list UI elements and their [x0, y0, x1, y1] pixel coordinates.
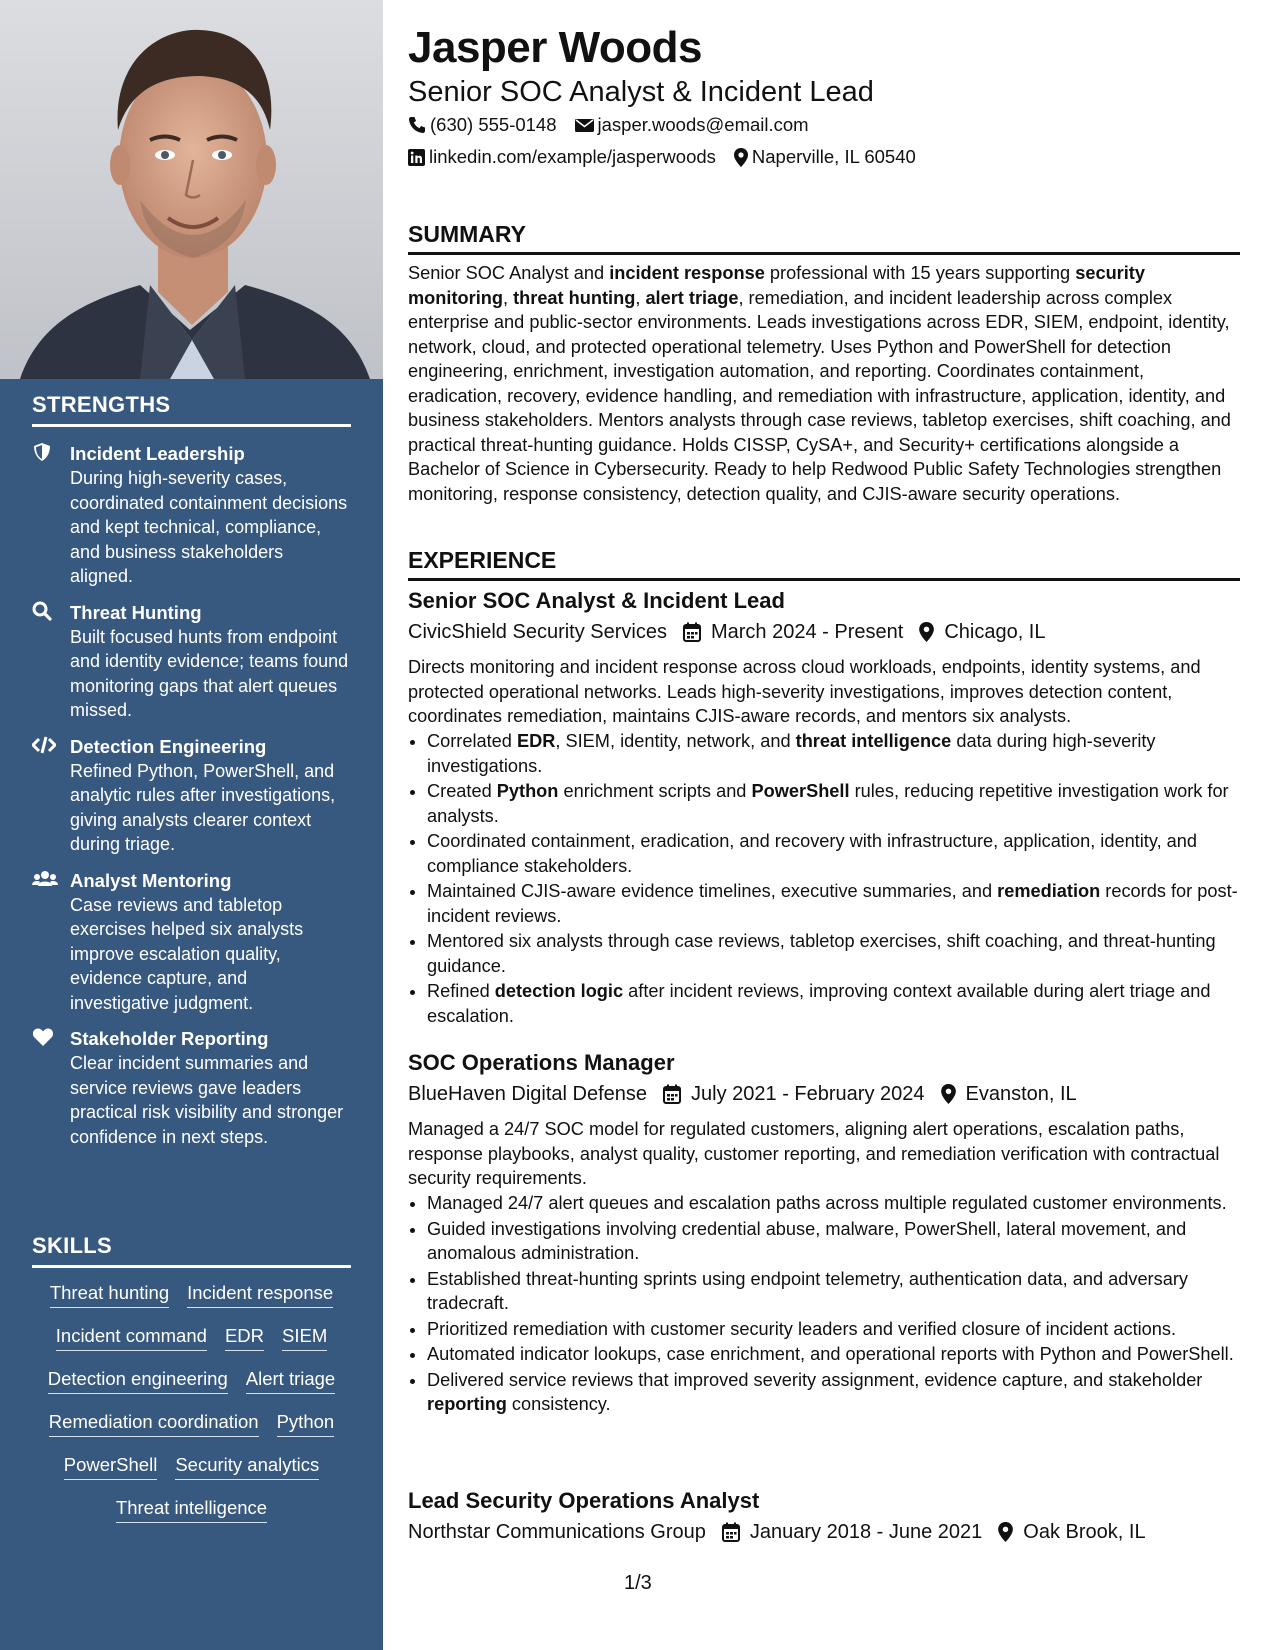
profile-photo [0, 0, 383, 379]
strength-item [32, 734, 351, 857]
bold-keyword: EDR [516, 731, 556, 751]
portrait-image [0, 0, 383, 379]
bullet-item [427, 1267, 1259, 1316]
experience-heading: EXPERIENCE [408, 546, 1240, 581]
contact-row-2 [408, 145, 934, 169]
skill-tag: PowerShell [64, 1452, 158, 1480]
bullet-item [427, 1342, 1259, 1367]
bold-keyword: alert triage [645, 287, 739, 308]
text-run: Created [427, 781, 497, 801]
map-pin-icon [919, 622, 934, 642]
bullet-item [427, 1368, 1259, 1417]
skill-tag: SIEM [282, 1323, 327, 1351]
email-text[interactable]: jasper.woods@email.com [597, 114, 809, 135]
company [408, 619, 667, 645]
bold-keyword: Python [496, 781, 559, 801]
bold-keyword: incident response [609, 263, 765, 283]
phone-contact [408, 113, 557, 137]
map-pin-icon [734, 148, 748, 167]
text-run: enrichment scripts and [558, 781, 752, 801]
map-pin-icon [941, 1084, 956, 1104]
strengths-heading: STRENGTHS [32, 392, 351, 427]
location-text: Oak Brook, IL [1023, 1521, 1146, 1543]
skill-tag: Detection engineering [48, 1366, 228, 1394]
job-location [998, 1519, 1145, 1545]
bullet-item [427, 1217, 1259, 1266]
job-dates [722, 1519, 982, 1545]
dates-text: July 2021 - February 2024 [691, 1083, 925, 1105]
text-run: Coordinated containment, eradication, and recovery with infrastructure, application, identity, and compliance stakeholders. [427, 831, 1198, 876]
contact-row-1 [408, 113, 827, 137]
text-run: Refined [427, 981, 495, 1001]
text-run: after incident reviews, improving context available during alert triage and escalation. [427, 981, 1211, 1026]
skills-heading: SKILLS [32, 1233, 351, 1268]
skill-tag: EDR [225, 1323, 264, 1351]
strength-text: Case reviews and tabletop exercises helped six analysts improve escalation quality, evidence capture, and investigative judgment. [70, 894, 304, 1013]
summary-heading: SUMMARY [408, 220, 1240, 255]
job-title: Lead Security Operations Analyst [408, 1488, 760, 1513]
search-icon [32, 600, 70, 723]
bullet-item [427, 829, 1259, 878]
bullet-item [427, 929, 1259, 978]
bold-keyword: reporting [427, 1394, 507, 1414]
job-description: Managed a 24/7 SOC model for regulated customers, aligning alert operations, escalation paths, response playbooks, analyst quality, customer reporting, and remediation verification with contractual security requirements. [408, 1119, 1220, 1188]
linkedin-text[interactable]: linkedin.com/example/jasperwoods [429, 146, 716, 167]
page-number: 1/3 [624, 1572, 652, 1594]
company-name: BlueHaven Digital Defense [408, 1083, 648, 1105]
location-text: Naperville, IL 60540 [751, 146, 916, 167]
strength-text: Clear incident summaries and service reviews gave leaders practical risk visibility and stronger confidence in next steps. [70, 1053, 344, 1147]
phone-icon [408, 116, 426, 134]
job-location [919, 619, 1045, 645]
skill-tag: Python [277, 1409, 335, 1437]
company-name: Northstar Communications Group [408, 1521, 706, 1543]
job-title: Senior SOC Analyst & Incident Lead [408, 588, 785, 613]
text-run: Prioritized remediation with customer security leaders and verified closure of incident actions. [427, 1318, 1177, 1339]
text-run: Established threat-hunting sprints using endpoint telemetry, authentication data, and adversary tradecraft. [427, 1268, 1188, 1313]
job-dates [683, 619, 903, 645]
skills-section [32, 1233, 351, 1523]
text-run: consistency. [506, 1394, 611, 1414]
strength-title: Incident Leadership [70, 443, 245, 464]
skill-tag: Remediation coordination [49, 1409, 259, 1437]
candidate-title: Senior SOC Analyst & Incident Lead [408, 76, 874, 108]
calendar-icon [722, 1522, 740, 1542]
text-run: , remediation, and incident leadership across complex enterprise and public-sector environments. Leads investigations across EDR, SIEM, endpoint, identity, network, cloud, and protected operational telemetry. Uses Python and PowerShell for detection engineering, enrichment, investigation automation, and reporting. Coordinates containment, eradication, recovery, evidence handling, and remediation with infrastructure, application, identity, and business stakeholders. Mentors analysts through case reviews, tabletop exercises, shift coaching, and practical threat-hunting guidance. Holds CISSP, CySA+, and Security+ certifications alongside a Bachelor of Science in Cybersecurity. Ready to help Redwood Public Safety Technologies strengthen monitoring, response consistency, detection quality, and CJIS-aware security operations. [408, 287, 1231, 504]
job-location [941, 1081, 1077, 1107]
bold-keyword: remediation [997, 881, 1101, 901]
text-run: Delivered service reviews that improved severity assignment, evidence capture, and stakeholder [427, 1369, 1203, 1390]
bold-keyword: PowerShell [751, 781, 850, 801]
bold-keyword: security monitoring [408, 263, 1145, 308]
bold-keyword: threat intelligence [795, 731, 952, 751]
linkedin-icon [408, 149, 425, 166]
text-run: , SIEM, identity, network, and [555, 731, 796, 751]
text-run: Guided investigations involving credential abuse, malware, PowerShell, lateral movement, and anomalous administration. [427, 1218, 1187, 1263]
text-run: Maintained CJIS-aware evidence timelines, executive summaries, and [427, 881, 998, 901]
text-run: , [502, 287, 514, 308]
skill-tag: Threat hunting [50, 1280, 169, 1308]
job-description: Directs monitoring and incident response across cloud workloads, endpoints, identity systems, and protected operational networks. Leads high-severity investigations, improves detection content, coordinates remediation, maintains CJIS-aware records, and mentors six analysts. [408, 657, 1201, 726]
summary-text [408, 261, 1240, 506]
skill-tag: Security analytics [175, 1452, 319, 1480]
skill-tag: Threat intelligence [116, 1495, 267, 1523]
bullet-item [427, 1191, 1259, 1216]
company-name: CivicShield Security Services [408, 621, 667, 643]
strength-title: Stakeholder Reporting [70, 1028, 269, 1049]
strength-item [32, 600, 351, 723]
strength-item [32, 868, 351, 1016]
location-text: Chicago, IL [944, 621, 1046, 643]
job-meta [408, 1081, 1093, 1107]
skill-tag: Alert triage [246, 1366, 335, 1394]
job-bullets [408, 1191, 1259, 1418]
text-run: data during high-severity investigations. [427, 731, 1156, 776]
strength-title: Threat Hunting [70, 601, 202, 623]
strength-text: Built focused hunts from endpoint and identity evidence; teams found monitoring gaps that alert queues missed. [70, 626, 349, 720]
strength-item [32, 1026, 351, 1149]
skills-list [32, 1280, 351, 1523]
shield-icon [32, 441, 70, 589]
strengths-section [32, 392, 351, 1160]
bold-keyword: threat hunting [513, 287, 636, 308]
sidebar [0, 0, 383, 1650]
text-run: Managed 24/7 alert queues and escalation paths across multiple regulated customer environments. [427, 1193, 1227, 1213]
phone-text: (630) 555-0148 [430, 114, 557, 135]
bullet-item [427, 779, 1259, 828]
dates-text: March 2024 - Present [710, 621, 904, 643]
code-icon [32, 734, 70, 857]
heart-icon [32, 1026, 70, 1149]
text-run: Mentored six analysts through case reviews, tabletop exercises, shift coaching, and threat-hunting guidance. [427, 931, 1216, 976]
job-meta [408, 619, 1061, 645]
candidate-name: Jasper Woods [408, 23, 702, 72]
strength-text: During high-severity cases, coordinated containment decisions and kept technical, compliance, and business stakeholders aligned. [70, 468, 348, 586]
job-meta [408, 1519, 1162, 1545]
strength-title: Detection Engineering [70, 735, 267, 757]
linkedin-contact[interactable] [408, 145, 716, 169]
location-contact [734, 145, 916, 169]
bullet-item [427, 879, 1259, 928]
text-run: professional with 15 years supporting [764, 263, 1076, 283]
location-text: Evanston, IL [965, 1083, 1077, 1105]
text-run: Automated indicator lookups, case enrichment, and operational reports with Python and PowerShell. [427, 1344, 1234, 1364]
text-run: Correlated [427, 731, 517, 751]
envelope-icon [575, 118, 594, 133]
job-title: SOC Operations Manager [408, 1050, 675, 1075]
map-pin-icon [998, 1522, 1013, 1542]
text-run: rules, reducing repetitive investigation work for analysts. [427, 781, 1229, 826]
calendar-icon [663, 1084, 681, 1104]
email-contact[interactable] [575, 113, 809, 137]
text-run: Senior SOC Analyst and [408, 263, 610, 283]
bullet-item [427, 1317, 1259, 1342]
job-bullets [408, 729, 1259, 1029]
bullet-item [427, 729, 1259, 778]
users-icon [32, 868, 70, 1016]
strength-text: Refined Python, PowerShell, and analytic rules after investigations, giving analysts clearer context during triage. [70, 760, 336, 854]
bullet-item [427, 979, 1259, 1028]
job-dates [663, 1081, 924, 1107]
calendar-icon [683, 622, 701, 642]
company [408, 1081, 647, 1107]
dates-text: January 2018 - June 2021 [749, 1521, 983, 1543]
skill-tag: Incident response [187, 1280, 333, 1308]
text-run: , [635, 287, 646, 308]
company [408, 1519, 706, 1545]
text-run: records for post-incident reviews. [427, 881, 1238, 926]
strength-item [32, 441, 351, 589]
bold-keyword: detection logic [494, 981, 624, 1001]
skill-tag: Incident command [56, 1323, 207, 1351]
strength-title: Analyst Mentoring [70, 869, 232, 891]
